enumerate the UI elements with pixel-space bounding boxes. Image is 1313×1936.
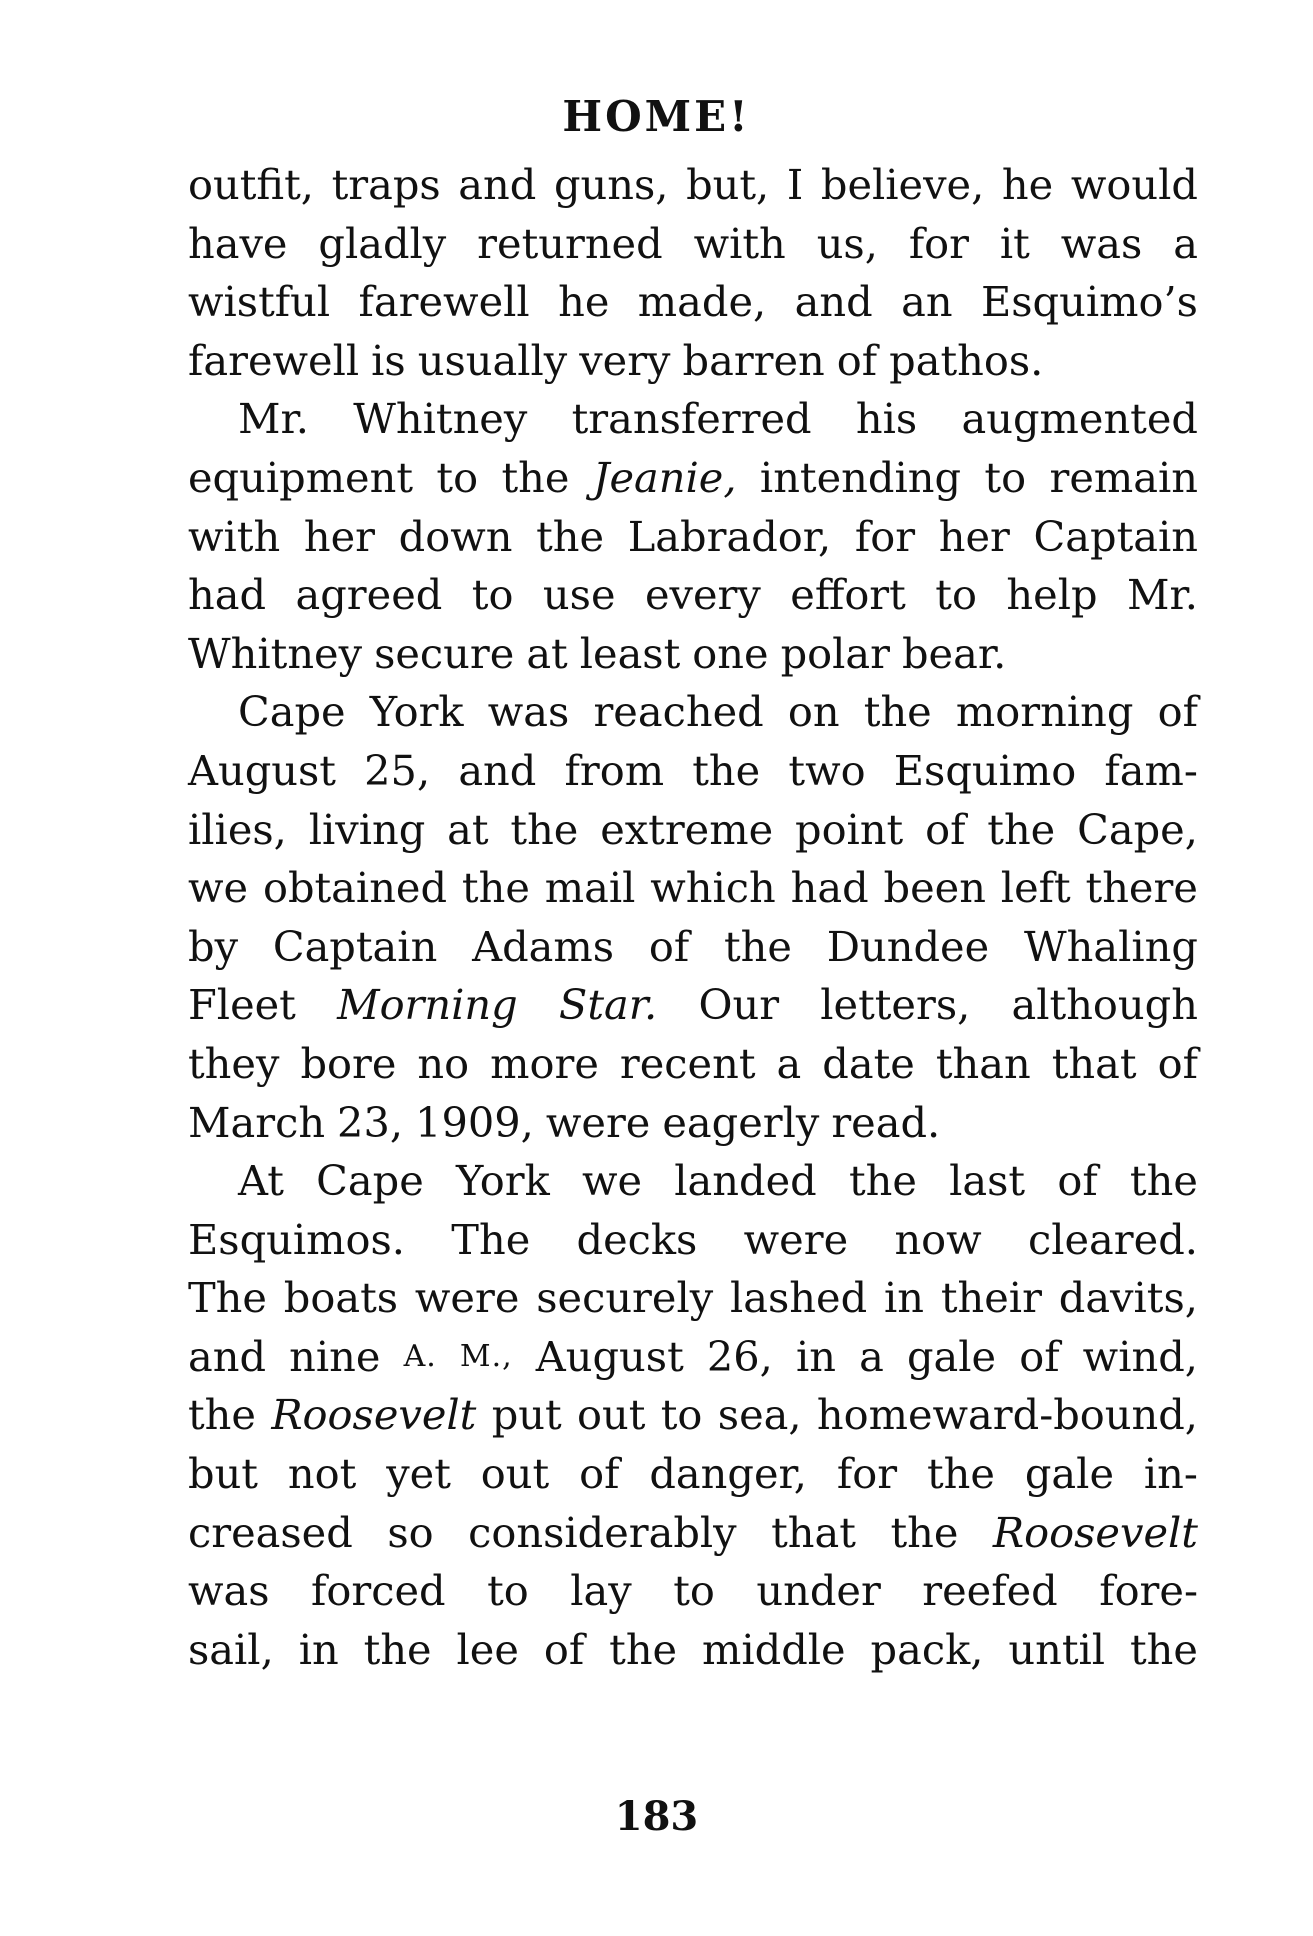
word: Mr. [238, 394, 309, 444]
word: obtained [262, 863, 448, 913]
word: to [935, 570, 977, 620]
word: morning [955, 687, 1134, 737]
word: Captain [272, 921, 438, 971]
word: farewell [358, 277, 530, 327]
word: had [790, 863, 869, 913]
word: returned [477, 218, 663, 268]
text-line [188, 508, 1198, 567]
text-line [188, 1035, 1198, 1094]
word: Our [698, 980, 780, 1030]
word: secure [374, 628, 515, 678]
word: and [458, 745, 537, 795]
word: lashed [730, 1273, 868, 1323]
text-line [188, 273, 1198, 332]
word: agreed [295, 570, 443, 620]
word: of [925, 804, 966, 854]
word: lay [570, 1566, 632, 1616]
word: extreme [600, 804, 774, 854]
word: it [999, 218, 1030, 268]
word: were [414, 1273, 520, 1323]
word: use [542, 570, 616, 620]
word: the [536, 511, 605, 561]
word: York [455, 1156, 550, 1206]
word: davits, [1058, 1273, 1198, 1323]
word: At [238, 1156, 284, 1206]
word: her [303, 511, 375, 561]
word: her [938, 511, 1010, 561]
word: usually [417, 335, 568, 385]
word: not [287, 1449, 357, 1499]
word: of [1057, 1156, 1098, 1206]
text-line [188, 449, 1198, 508]
text-line [188, 156, 1198, 215]
word: forced [311, 1566, 446, 1616]
word: they [188, 1038, 280, 1088]
word: we [188, 863, 249, 913]
word: for [854, 511, 916, 561]
word: effort [790, 570, 906, 620]
word: lee [456, 1624, 519, 1674]
word: bore [300, 1038, 397, 1088]
word: guns, [553, 160, 669, 209]
word: yet [386, 1449, 451, 1499]
word: in- [1143, 1449, 1198, 1499]
word: outfit, [188, 160, 314, 209]
word: The [188, 1273, 267, 1323]
word: letters, [820, 980, 971, 1030]
word: polar [780, 628, 890, 678]
word: augmented [961, 394, 1198, 444]
word: Adams [472, 921, 615, 971]
word: been [883, 863, 986, 913]
word: securely [536, 1273, 714, 1323]
word: made, [637, 277, 767, 327]
text-line [188, 1386, 1198, 1445]
text-line [188, 625, 1198, 684]
word: at [526, 628, 568, 678]
word: by [188, 921, 239, 971]
word: to [984, 452, 1027, 502]
text-line [188, 1445, 1198, 1504]
word: the [723, 921, 792, 971]
word: landed [674, 1156, 817, 1206]
word: is [371, 335, 406, 385]
word: Labrador, [627, 511, 832, 561]
word: transferred [571, 394, 812, 444]
word: pathos. [889, 335, 1044, 385]
word: Whitney [188, 628, 363, 678]
word: was [487, 687, 570, 737]
word: pack, [870, 1624, 984, 1674]
text-line [188, 1094, 1198, 1153]
word: Mr. [1127, 570, 1198, 620]
word: The [451, 1214, 531, 1264]
word: a [1173, 218, 1198, 268]
word: were [545, 1097, 651, 1147]
word: barren [682, 335, 825, 385]
word: to [673, 1566, 715, 1616]
word: sail, [188, 1624, 274, 1674]
word: the [987, 804, 1056, 854]
word: the [188, 1390, 256, 1440]
word: the [609, 1624, 678, 1674]
word: Star. [558, 980, 658, 1030]
word: in [884, 1273, 925, 1323]
body-text [188, 156, 1198, 1679]
word: out [577, 1390, 646, 1440]
text-line [188, 1211, 1198, 1270]
word: least [579, 628, 681, 678]
word: boats [283, 1273, 399, 1323]
word: Esquimos. [188, 1214, 405, 1264]
word: on [787, 687, 840, 737]
word: us, [816, 218, 878, 268]
word: the [461, 863, 530, 913]
word: we [581, 1156, 643, 1206]
word: that [771, 1507, 856, 1557]
word: a [776, 1038, 802, 1088]
word: considerably [468, 1507, 737, 1557]
word: living [308, 804, 426, 854]
word: the [890, 1507, 959, 1557]
word: date [822, 1038, 915, 1088]
word: Cape, [1077, 804, 1198, 854]
word: 26, [706, 1331, 773, 1381]
word: he [558, 277, 610, 327]
word: cleared. [1027, 1214, 1198, 1264]
word: of [579, 1449, 620, 1499]
word: Whaling [1023, 921, 1198, 971]
word: more [490, 1038, 599, 1088]
word: reefed [922, 1566, 1058, 1616]
word: an [901, 277, 953, 327]
word: their [940, 1273, 1042, 1323]
word: fore- [1099, 1566, 1198, 1616]
word: left [1000, 863, 1071, 913]
word: M., [459, 1338, 513, 1374]
word: middle [702, 1624, 846, 1674]
word: the [692, 745, 761, 795]
word: his [855, 394, 918, 444]
word: eagerly [662, 1097, 820, 1147]
text-line [188, 1152, 1198, 1211]
word: nine [289, 1331, 381, 1381]
text-line [188, 742, 1198, 801]
word: fam- [1104, 745, 1198, 795]
word: which [650, 863, 776, 913]
word: and [458, 160, 537, 209]
word: of [648, 921, 690, 971]
word: the [363, 1624, 432, 1674]
word: York [369, 687, 464, 737]
word: Esquimo’s [980, 277, 1198, 327]
word: wind, [1082, 1331, 1198, 1381]
word: A. [403, 1338, 437, 1374]
word: Cape [238, 687, 346, 737]
word: bear. [901, 628, 1007, 678]
word: farewell [188, 335, 360, 385]
word: with [188, 511, 281, 561]
word: were [743, 1214, 849, 1264]
word: reached [593, 687, 764, 737]
word: gale [1024, 1449, 1114, 1499]
text-line [188, 859, 1198, 918]
word: of [1157, 1038, 1198, 1088]
text-line [188, 918, 1198, 977]
word: with [693, 218, 786, 268]
word: put [491, 1390, 562, 1440]
word: danger, [649, 1449, 807, 1499]
word: gladly [318, 218, 447, 268]
word: every [644, 570, 761, 620]
word: he [1001, 160, 1054, 209]
word: Cape [316, 1156, 424, 1206]
word: the [863, 687, 932, 737]
word: of [543, 1624, 585, 1674]
word: Roosevelt [992, 1507, 1198, 1557]
word: read. [831, 1097, 941, 1147]
word: but, [686, 160, 770, 209]
word: the [1129, 1624, 1198, 1674]
word: traps [331, 160, 441, 209]
word: out [480, 1449, 550, 1499]
word: under [756, 1566, 881, 1616]
word: 25, [364, 745, 431, 795]
word: equipment [188, 452, 414, 502]
word: so [387, 1507, 434, 1557]
word: Jeanie, [592, 452, 737, 502]
page-number: 183 [614, 1793, 699, 1840]
text-line [188, 1621, 1198, 1680]
word: but [188, 1449, 258, 1499]
word: decks [576, 1214, 698, 1264]
word: homeward-bound, [816, 1390, 1198, 1440]
word: August [188, 745, 336, 795]
word: gale [906, 1331, 997, 1381]
text-line [188, 390, 1198, 449]
running-head: HOME! [562, 92, 751, 141]
word: of [1019, 1331, 1060, 1381]
word: Morning [337, 980, 518, 1030]
word: the [510, 804, 579, 854]
word: to [471, 570, 514, 620]
word: have [188, 218, 288, 268]
word: recent [619, 1038, 756, 1088]
word: wistful [188, 277, 331, 327]
word: now [894, 1214, 982, 1264]
word: for [836, 1449, 898, 1499]
word: for [908, 218, 969, 268]
text-line [188, 1562, 1198, 1621]
word: of [836, 335, 878, 385]
word: Dundee [826, 921, 990, 971]
word: March [188, 1097, 326, 1147]
word: a [859, 1331, 884, 1381]
text-line [188, 1269, 1198, 1328]
word: Esquimo [893, 745, 1077, 795]
word: of [1157, 687, 1198, 737]
word: was [188, 1566, 270, 1616]
word: the [848, 1156, 917, 1206]
word: and [794, 277, 873, 327]
word: from [564, 745, 665, 795]
word: Captain [1033, 511, 1198, 561]
word: ilies, [188, 804, 287, 854]
word: until [1008, 1624, 1106, 1674]
text-line [188, 976, 1198, 1035]
word: had [188, 570, 267, 620]
text-line [188, 215, 1198, 274]
word: the [1129, 1156, 1198, 1206]
word: to [436, 452, 479, 502]
word: 1909, [415, 1097, 534, 1147]
word: Roosevelt [271, 1390, 477, 1440]
word: to [487, 1566, 529, 1616]
text-line [188, 332, 1198, 391]
word: to [660, 1390, 703, 1440]
word: there [1085, 863, 1198, 913]
word: August [535, 1331, 684, 1381]
word: creased [188, 1507, 353, 1557]
word: I [786, 160, 804, 209]
word: intending [759, 452, 962, 502]
text-line [188, 1328, 1198, 1387]
word: no [417, 1038, 470, 1088]
word: was [1060, 218, 1143, 268]
word: mail [544, 863, 636, 913]
word: help [1006, 570, 1098, 620]
text-line [188, 683, 1198, 742]
word: the [501, 452, 570, 502]
word: one [692, 628, 769, 678]
word: at [447, 804, 489, 854]
word: point [795, 804, 904, 854]
word: 23, [337, 1097, 404, 1147]
word: would [1070, 160, 1198, 209]
word: sea, [717, 1390, 802, 1440]
text-line [188, 801, 1198, 860]
text-line [188, 566, 1198, 625]
word: very [579, 335, 671, 385]
word: and [188, 1331, 267, 1381]
word: two [788, 745, 866, 795]
word: Fleet [188, 980, 296, 1030]
text-line [188, 1504, 1198, 1563]
word: that [1051, 1038, 1137, 1088]
word: down [398, 511, 513, 561]
word: than [935, 1038, 1031, 1088]
word: in [298, 1624, 339, 1674]
word: although [1011, 980, 1198, 1030]
word: last [949, 1156, 1026, 1206]
word: believe, [820, 160, 985, 209]
word: in [795, 1331, 836, 1381]
word: remain [1049, 452, 1198, 502]
word: the [926, 1449, 995, 1499]
word: Whitney [353, 394, 528, 444]
